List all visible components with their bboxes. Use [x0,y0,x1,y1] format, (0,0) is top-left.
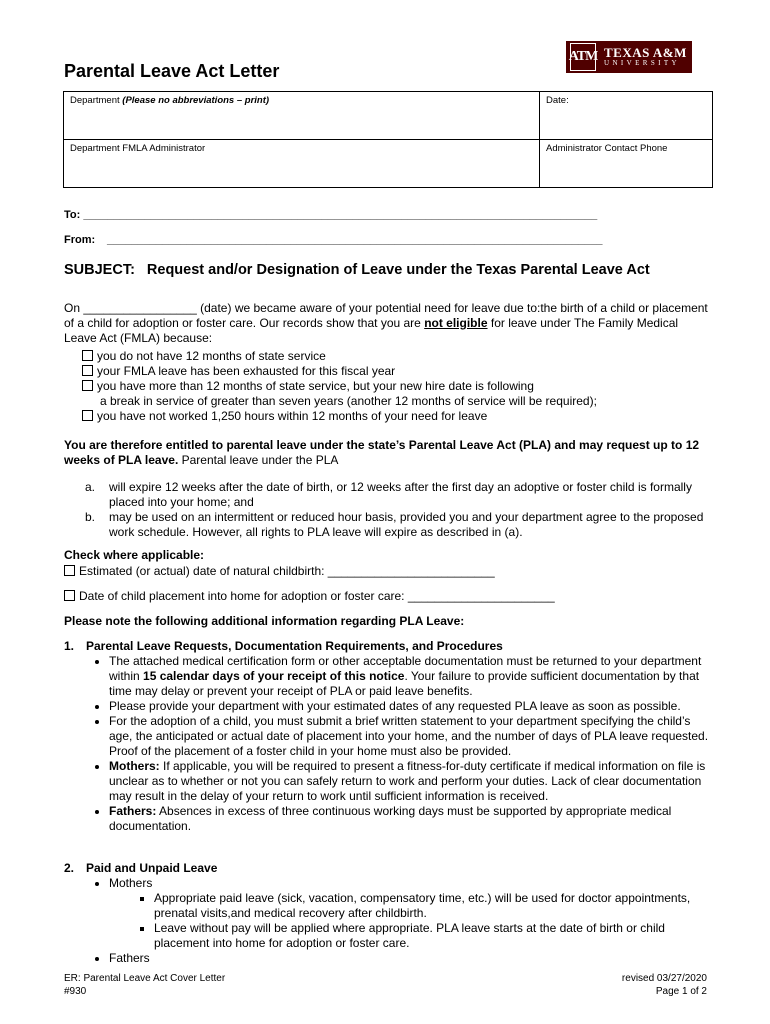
list-item: • The attached medical certification form or other acceptable documentation must be returned to your department within 15 calendar days of your receipt of this notice. Your failure to provide sufficient documentation by that time may delay or prevent your receipt of PLA or paid leave benefits. [109,654,714,699]
logo-line2: UNIVERSITY [604,59,680,67]
section-2 [64,861,714,966]
footer-right: revised 03/27/2020 Page 1 of 2 [621,973,707,997]
reasons-list [82,349,722,424]
pla-item: a. will expire 12 weeks after the date of birth, or 12 weeks after the first day an adoptive or foster child is formally placed into your home; and [85,480,692,509]
checkbox[interactable] [82,365,93,376]
tamu-logo [566,41,692,73]
pla-items [85,480,705,540]
from-label: From: [64,234,96,246]
subject-line [64,262,650,278]
reason-item[interactable]: you have not worked 1,250 hours within 12 months of your need for leave [82,409,722,424]
section-2-list [64,876,714,966]
reason-item[interactable]: you have more than 12 months of state service, but your new hire date is following [82,379,722,394]
list-item: • Mothers ▪ Appropriate paid leave (sick, vacation, compensatory time, etc.) will be used for doctor appointments, prenatal visits,and medical recovery after childbirth. ▪ Leave without pay will be applied where appropriate. PLA leave starts at the date of birth or child placement into home for adoption or foster care. [109,876,714,951]
reason-item[interactable]: your FMLA leave has been exhausted for this fiscal year [82,364,722,379]
from-line: _________________________________________________________________________________ [107,234,603,246]
admin-phone-field[interactable]: Administrator Contact Phone [540,140,713,188]
entitled-paragraph: You are therefore entitled to parental leave under the state’s Parental Leave Act (PLA) and may request up to 12 weeks of PLA leave. Parental leave under the PLA [64,438,700,467]
check-placement[interactable]: Date of child placement into home for adoption or foster care: ______________________ [64,589,555,604]
to-line: To: ____________________________________________________________________________________ [64,209,598,221]
checkbox[interactable] [82,410,93,421]
fmla-admin-field[interactable]: Department FMLA Administrator [64,140,540,188]
list-item: • Fathers [109,951,714,966]
department-field[interactable]: Department (Please no abbreviations – print) [64,92,540,140]
list-item: • For the adoption of a child, you must submit a brief written statement to your department specifying the child’s age, the anticipated or actual date of placement into your home, and the number of days of PLA leave requested. Proof of the placement of a foster child in your home must also be provided. [109,714,714,759]
reason-continuation: a break in service of greater than seven years (another 12 months of service will be required); [100,394,597,408]
list-item: ▪ Appropriate paid leave (sick, vacation, compensatory time, etc.) will be used for doctor appointments, prenatal visits,and medical recovery after childbirth. [154,891,714,921]
page-title: Parental Leave Act Letter [64,61,280,81]
not-eligible-text: not eligible [424,316,488,330]
checkbox[interactable] [82,380,93,391]
checkbox[interactable] [64,590,75,601]
list-item: • Mothers: If applicable, you will be required to present a fitness-for-duty certificate if medical information on file is unclear as to whether or not you can safely return to work and perform your duties. Lack of clear documentation may result in the delay of your return to work until sufficient information is received. [109,759,714,804]
atm-logo-mark: ATM [570,43,596,71]
subject-text: Request and/or Designation of Leave under the Texas Parental Leave Act [146,262,650,278]
date-field[interactable]: Date: [540,92,713,140]
department-note: (Please no abbreviations – print) [122,95,270,106]
section-1 [64,639,714,834]
checkbox[interactable] [64,565,75,576]
list-item: • Please provide your department with your estimated dates of any requested PLA leave as soon as possible. [109,699,714,714]
section-2-title: 2. Paid and Unpaid Leave [64,861,218,875]
list-item: • Fathers: Absences in excess of three continuous working days must be supported by appropriate medical documentation. [109,804,714,834]
subject-label: SUBJECT: [64,262,135,278]
logo-line1: TEXAS A&M [604,45,687,60]
section-1-title: 1. Parental Leave Requests, Documentation Requirements, and Procedures [64,639,503,653]
list-item: ▪ Leave without pay will be applied where appropriate. PLA leave starts at the date of birth or child placement into home for adoption or foster care. [154,921,714,951]
header-form [63,91,713,188]
intro-paragraph: On _________________ (date) we became aware of your potential need for leave due to:the birth of a child or placement of a child for adoption or foster care. Our records show that you are not eligible for leave under The Family Medical Leave Act (FMLA) because: [64,301,708,345]
check-title: Check where applicable: [64,548,205,562]
section-1-list [64,654,714,834]
check-childbirth[interactable]: Estimated (or actual) date of natural childbirth: _________________________ [64,564,495,579]
reason-item[interactable]: you do not have 12 months of state service [82,349,722,364]
page-number: Page 1 of 2 [655,986,707,997]
checkbox[interactable] [82,350,93,361]
footer-left: ER: Parental Leave Act Cover Letter #930 [64,973,226,997]
pla-item: b. may be used on an intermittent or reduced hour basis, provided you and your department agree to the proposed work schedule. However, all rights to PLA leave will expire as described in (a). [85,510,704,539]
note-title: Please note the following additional information regarding PLA Leave: [64,614,465,628]
